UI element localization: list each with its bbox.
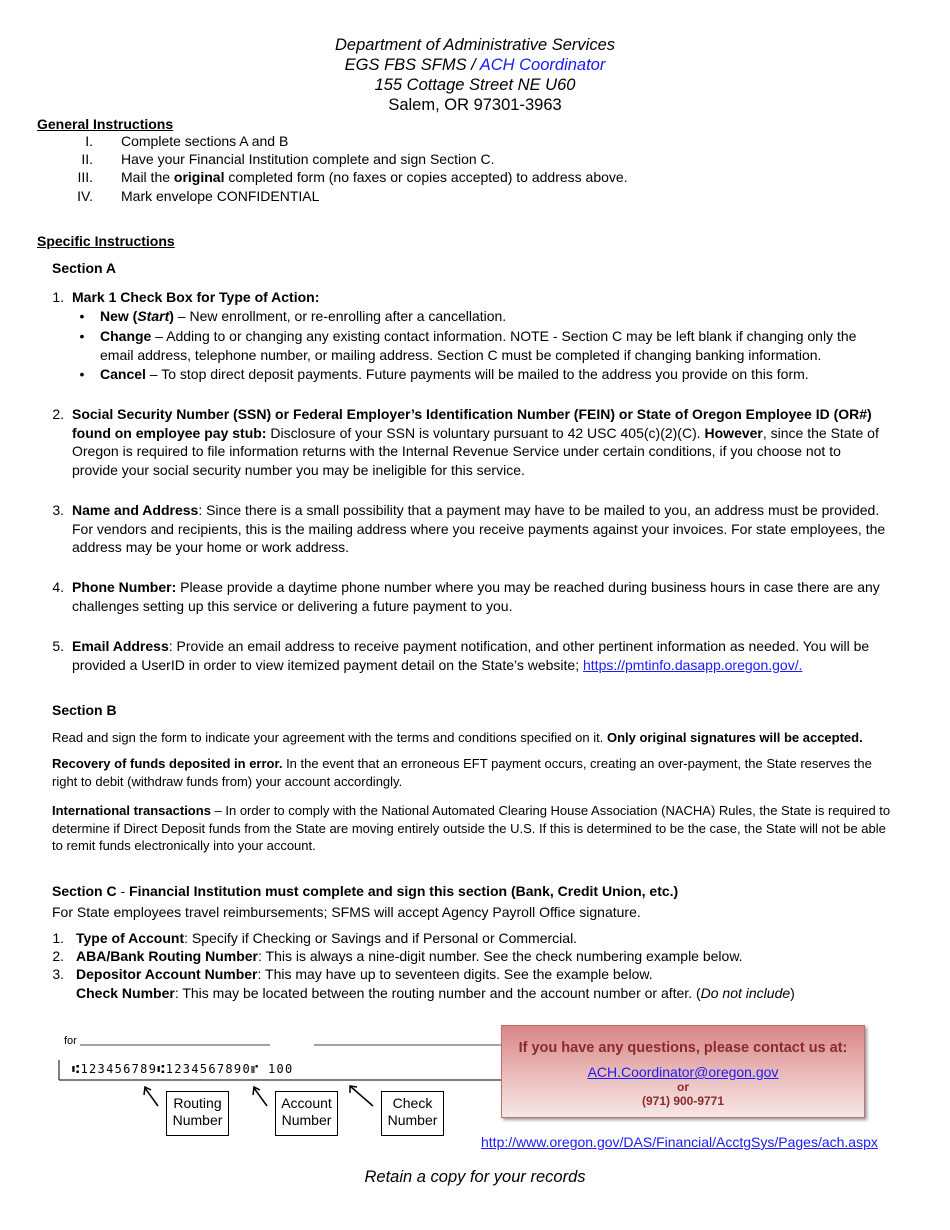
general-item-3-pre: Mail the [121,169,174,185]
action-change [100,327,870,364]
section-a-item3 [72,501,890,557]
section-c-num-2: 2. [52,948,64,964]
header-office-prefix: EGS FBS SFMS / [344,56,480,74]
retain-copy: Retain a copy for your records [364,1168,586,1186]
phone-title: Phone Number: [72,579,177,595]
section-b-p3 [52,802,892,855]
section-a-heading: Section A [52,260,117,276]
bullet-cancel: • [79,366,85,382]
routing-title: ABA/Bank Routing Number [76,948,258,964]
general-item-4: Mark envelope CONFIDENTIAL [121,188,320,204]
ssn-title: Social Security Number (SSN) or Federal Employer’s Identification Number (FEIN) or State of Oregon Employee ID (OR#) found on employee pay stub: [72,406,872,441]
section-c-heading [52,882,678,900]
section-b-p2 [52,755,892,790]
action-new [100,307,506,325]
check-number-box [381,1091,444,1136]
header-city: Salem, OR 97301-3963 [388,96,562,114]
header-ach-link[interactable]: ACH Coordinator [479,56,606,74]
section-c-item2 [76,947,743,965]
section-a-item5 [72,637,890,674]
recovery-text: In the event that an erroneous EFT payment occurs, creating an over-payment, the State reserves the right to debit (withdraw funds from) your account accordingly. [52,756,872,789]
phone-text: Please provide a daytime phone number where you may be reached during business hours in case there are any challenges setting up this service or delivering a future payment to you. [72,579,880,614]
depositor-title: Depositor Account Number [76,966,258,982]
header-street: 155 Cottage Street NE U60 [374,76,576,94]
check-number-title: Check Number [76,985,175,1001]
ach-page-link[interactable]: http://www.oregon.gov/DAS/Financial/AcctgSys/Pages/ach.aspx [481,1134,878,1150]
check-number-line [76,984,795,1002]
section-c-title: Financial Institution must complete and sign this section (Bank, Credit Union, etc.) [129,883,679,899]
section-a-num-3: 3. [52,502,64,518]
specific-heading: Specific Instructions [37,233,175,249]
action-new-close: ) [169,308,174,324]
section-a-num-2: 2. [52,406,64,422]
section-b-heading: Section B [52,702,117,718]
general-item-3 [121,168,628,186]
pmtinfo-link[interactable]: https://pmtinfo.dasapp.oregon.gov/. [583,656,803,673]
ssn-text-1: Disclosure of your SSN is voluntary pursuant to 42 USC 405(c)(2)(C). [266,424,705,441]
action-new-text: – New enrollment, or re-enrolling after a cancellation. [173,308,507,324]
contact-phone: (971) 900-9771 [641,1094,725,1108]
general-num-1: I. [85,133,93,149]
check-micr-line: ⑆123456789⑆1234567890⑈ 100 [72,1062,294,1076]
bullet-change: • [79,328,85,344]
section-a-num-4: 4. [52,579,64,595]
check-number-close: ) [790,985,795,1001]
section-a-item1-title: Mark 1 Check Box for Type of Action: [72,289,320,305]
international-text: – In order to comply with the National Automated Clearing House Association (NACHA) Rules, the State is required to determine if Direct Deposit funds from the State are moving entirely outside the U.S. If this is determined to be the case, the State will not be able to remit funds electronically into your account. [52,803,891,853]
section-a-item2 [72,405,890,479]
contact-email-link[interactable]: ACH.Coordinator@oregon.gov [587,1064,779,1080]
account-label-2: Number [281,1112,332,1128]
name-address-text: : Since there is a small possibility that a payment may have to be mailed to you, an address must be provided. For vendors and recipients, this is the mailing address where you receive payments against your invoices. For state employees, the address may be your home or work address. [72,502,886,555]
section-a-item4 [72,578,890,615]
general-item-3-bold: original [173,169,225,185]
routing-label-1: Routing [173,1095,222,1111]
account-number-box [275,1091,338,1136]
routing-number-box [166,1091,229,1136]
checknum-label-2: Number [387,1112,438,1128]
account-type-title: Type of Account [76,930,185,946]
action-cancel [100,365,809,383]
routing-label-2: Number [172,1112,223,1128]
general-item-1: Complete sections A and B [121,133,289,149]
email-text: : Provide an email address to receive payment notification, and other pertinent information as needed. You will be provided a UserID in order to view itemized payment detail on the State’s website; [72,638,870,673]
header-department: Department of Administrative Services [335,36,615,54]
section-c-num-3: 3. [52,966,64,982]
header-office [0,56,950,76]
contact-title: If you have any questions, please contact us at: [518,1040,848,1056]
action-cancel-text: – To stop direct deposit payments. Future payments will be mailed to the address you provide on this form. [145,366,809,382]
routing-text: : This is always a nine-digit number. See the check numbering example below. [258,948,743,964]
name-address-title: Name and Address [72,502,199,518]
action-change-text: – Adding to or changing any existing contact information. NOTE - Section C may be left blank if changing only the email address, telephone number, or mailing address. Section C must be completed if changing banking information. [100,328,857,363]
section-c-intro: For State employees travel reimbursements; SFMS will accept Agency Payroll Office signature. [52,904,641,920]
action-new-start: Start [137,308,170,324]
bullet-new: • [79,308,85,324]
section-a-num-5: 5. [52,638,64,654]
general-num-3: III. [77,169,93,185]
general-heading: General Instructions [37,116,174,132]
contact-box [501,1025,865,1118]
international-title: International transactions [52,803,211,818]
general-item-3-post: completed form (no faxes or copies accepted) to address above. [224,169,628,185]
account-type-text: : Specify if Checking or Savings and if Personal or Commercial. [184,930,578,946]
check-number-italic: Do not include [700,985,791,1001]
general-item-2: Have your Financial Institution complete and sign Section C. [121,151,495,167]
ssn-however: However [704,424,763,441]
section-c-label: Section C [52,883,117,899]
check-for-label: for [64,1035,77,1047]
section-c-item1 [76,929,577,947]
section-b-p1 [52,729,892,747]
general-num-4: IV. [77,188,93,204]
check-number-text: : This may be located between the routing number and the account number or after. ( [174,985,701,1001]
action-cancel-bold: Cancel [100,366,146,382]
section-b-p1-text: Read and sign the form to indicate your agreement with the terms and conditions specified on it. [52,730,607,745]
contact-or: or [677,1080,689,1094]
section-c-sep: - [116,883,130,899]
ssn-text-2: , since the State of Oregon is required to file information returns with the Internal Revenue Service under certain conditions, if you choose not to provide your social security number you may be ineligible for this service. [72,424,879,478]
action-change-bold: Change [100,328,152,344]
checknum-label-1: Check [392,1095,433,1111]
general-num-2: II. [81,151,93,167]
section-a-num-1: 1. [52,289,64,305]
depositor-text: : This may have up to seventeen digits. See the example below. [257,966,653,982]
section-c-num-1: 1. [52,930,64,946]
account-label-1: Account [281,1095,332,1111]
recovery-title: Recovery of funds deposited in error. [52,756,283,771]
section-b-p1-bold: Only original signatures will be accepted. [606,730,863,745]
email-title: Email Address [72,638,169,654]
section-c-item3 [76,965,653,983]
action-new-bold: New ( [100,308,138,324]
